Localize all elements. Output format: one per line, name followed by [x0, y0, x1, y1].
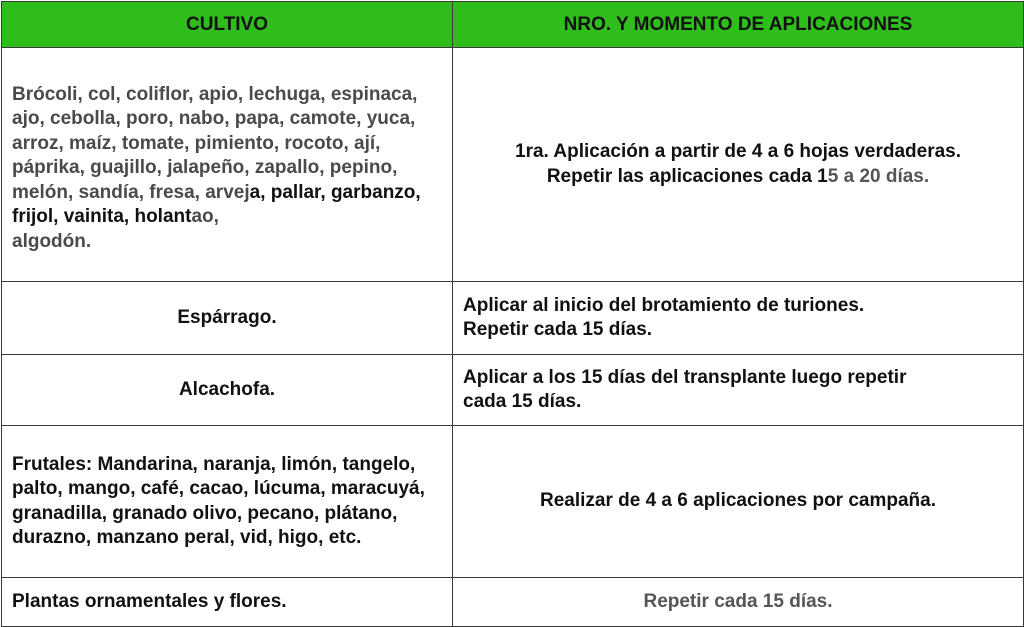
- header-aplicaciones: NRO. Y MOMENTO DE APLICACIONES: [453, 2, 1024, 48]
- table-row: [2, 282, 1024, 355]
- header-cultivo: CULTIVO: [2, 2, 453, 48]
- crop-cell-frutales: Frutales: Mandarina, naranja, limón, tangelo, palto, mango, café, cacao, lúcuma, maracuyá, granadilla, granado olivo, pecano, plátano, durazno, manzano peral, vid, higo, etc.: [2, 426, 453, 578]
- crop-text-gray: Brócoli, col, coliflor, apio, lechuga, espinaca, ajo, cebolla, poro, nabo, papa, camote, yuca, arroz, maíz, tomate, pimiento, rocoto, ají, páprika, guajillo, jalapeño, zapallo, pepino, melón, sandía, fresa, arvej: [12, 83, 418, 203]
- application-line-2-black: Repetir las aplicaciones cada 1: [546, 165, 828, 187]
- application-line-2: Repetir cada 15 días.: [463, 319, 653, 340]
- table-row: [2, 48, 1024, 282]
- crop-cell-vegetables: [2, 48, 453, 282]
- crop-cell-alcachofa: Alcachofa.: [2, 355, 453, 426]
- application-line-2-gray: 5 a 20 días.: [827, 165, 930, 187]
- table-row: [2, 426, 1024, 578]
- application-cell-esparrago: [453, 282, 1024, 355]
- application-cell-ornamentales: Repetir cada 15 días.: [453, 578, 1024, 627]
- crop-cell-ornamentales: Plantas ornamentales y flores.: [2, 578, 453, 627]
- application-line-2: cada 15 días.: [463, 391, 582, 412]
- crop-text-gray-last: algodón.: [12, 230, 92, 252]
- table-row: [2, 355, 1024, 426]
- crop-text-black: a, pallar, garbanzo, frijol, vainita, holant: [12, 181, 421, 228]
- crop-text-gray-end: ao,: [191, 206, 219, 228]
- applications-table: [1, 1, 1024, 627]
- application-line-1: 1ra. Aplicación a partir de 4 a 6 hojas verdaderas.: [515, 141, 961, 162]
- table-row: [2, 578, 1024, 627]
- table-header-row: [2, 2, 1024, 48]
- application-line-2: [461, 165, 1015, 190]
- crop-cell-esparrago: Espárrago.: [2, 282, 453, 355]
- application-cell-alcachofa: [453, 355, 1024, 426]
- application-cell-vegetables: [453, 48, 1024, 282]
- application-cell-frutales: Realizar de 4 a 6 aplicaciones por campaña.: [453, 426, 1024, 578]
- application-line-1: Aplicar a los 15 días del transplante luego repetir: [463, 366, 907, 388]
- application-line-1: Aplicar al inicio del brotamiento de turiones.: [463, 294, 865, 316]
